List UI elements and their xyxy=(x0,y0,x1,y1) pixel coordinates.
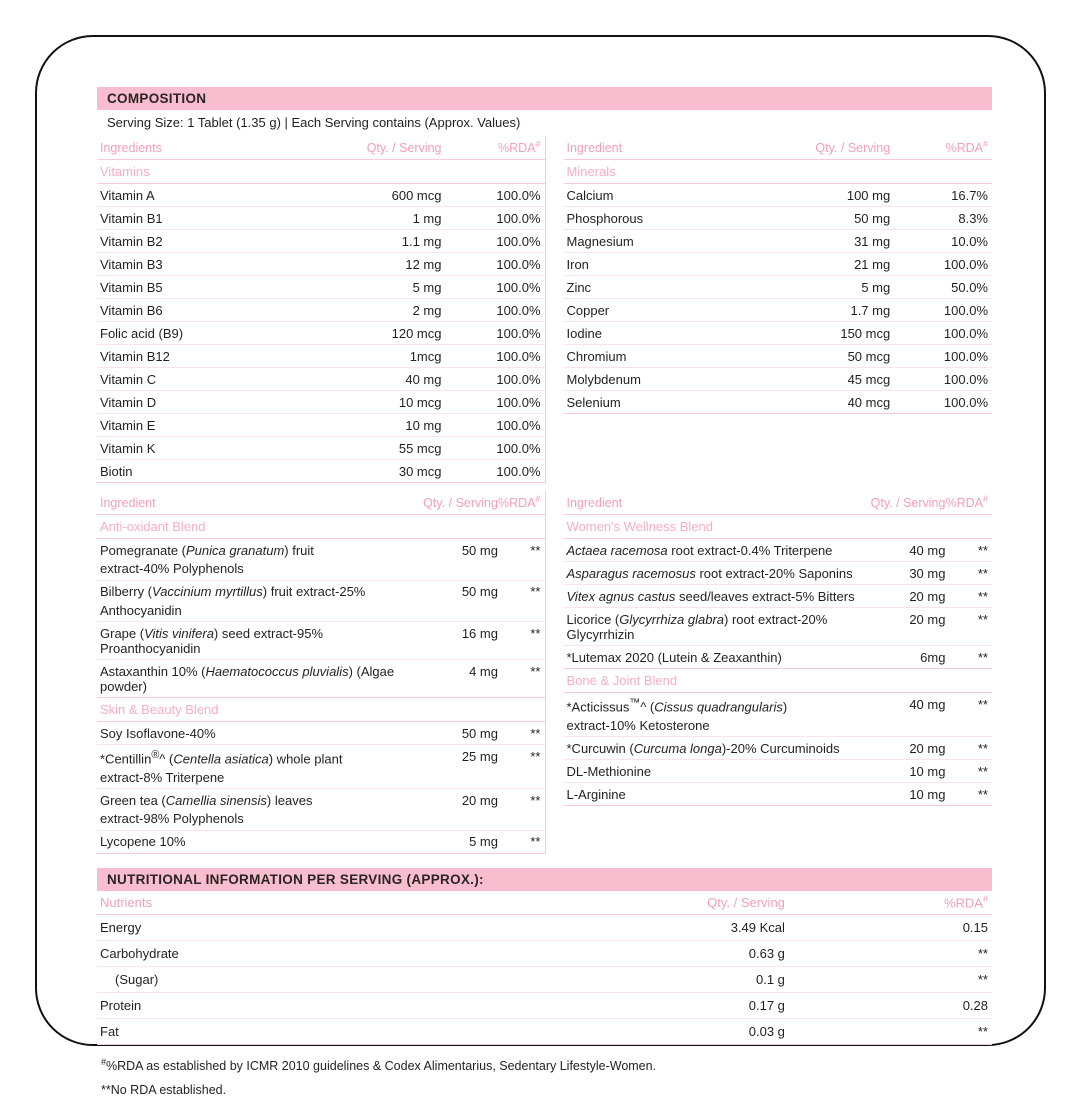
ingredient-name: Chromium xyxy=(564,345,732,368)
ingredient-qty: 20 mg xyxy=(871,585,946,608)
ingredient-name: Zinc xyxy=(564,276,732,299)
nutrient-rda: ** xyxy=(785,1018,992,1044)
ingredient-rda: 100.0% xyxy=(890,299,992,322)
ingredient-name: Vitamin E xyxy=(97,414,281,437)
ingredient-rda: ** xyxy=(530,584,541,600)
ingredient-name: Vitamin B12 xyxy=(97,345,281,368)
ingredient-qty: 600 mcg xyxy=(281,184,441,207)
ingredient-name: *Acticissus™^ (Cissus quadrangularis) xyxy=(566,696,788,715)
nutrient-name: (Sugar) xyxy=(97,966,450,992)
ingredient-rda: ** xyxy=(498,622,545,660)
ingredient-qty: 21 mg xyxy=(732,253,890,276)
ingredient-rda: 100.0% xyxy=(442,322,545,345)
nutrient-qty: 0.03 g xyxy=(450,1018,785,1044)
ingredient-name: Pomegranate (Punica granatum) fruit xyxy=(100,542,314,558)
table-row-continuation xyxy=(97,561,545,580)
ingredient-qty: 30 mcg xyxy=(281,460,441,483)
nutrient-name: Fat xyxy=(97,1018,450,1044)
ingredient-name: *Curcuwin (Curcuma longa)-20% Curcuminoids xyxy=(564,737,871,760)
group-bone xyxy=(564,669,993,693)
table-row xyxy=(564,207,993,230)
ingredient-rda: 100.0% xyxy=(442,414,545,437)
ingredient-name-cont: extract-98% Polyphenols xyxy=(97,811,423,830)
table-row xyxy=(564,585,993,608)
ingredient-qty: 50 mg xyxy=(461,542,498,558)
table-row xyxy=(97,660,545,698)
group-label-womens: Women's Wellness Blend xyxy=(564,515,993,539)
ingredient-rda: ** xyxy=(530,748,541,764)
ingredient-name: L-Arginine xyxy=(564,783,871,806)
ingredient-rda: ** xyxy=(945,562,992,585)
table-row xyxy=(97,966,992,992)
ingredient-rda: ** xyxy=(945,646,992,669)
table-row xyxy=(97,437,545,460)
ingredient-qty: 45 mcg xyxy=(732,368,890,391)
group-label-skin: Skin & Beauty Blend xyxy=(97,698,545,722)
table-row xyxy=(564,368,993,391)
ingredient-name: Green tea (Camellia sinensis) leaves xyxy=(100,792,313,808)
ingredient-name-cont: Anthocyanidin xyxy=(97,603,423,622)
table-row xyxy=(97,460,545,483)
col-header-rda: %RDA# xyxy=(442,136,545,160)
ingredient-rda: 100.0% xyxy=(442,368,545,391)
ingredient-rda: 100.0% xyxy=(442,345,545,368)
serving-size-text: Serving Size: 1 Tablet (1.35 g) | Each Serving contains (Approx. Values) xyxy=(107,115,521,130)
ingredient-qty: 5 mg xyxy=(423,830,498,853)
ingredient-qty: 10 mcg xyxy=(281,391,441,414)
ingredient-qty: 20 mg xyxy=(461,792,498,808)
group-womens xyxy=(564,515,993,539)
ingredient-qty: 120 mcg xyxy=(281,322,441,345)
col-header-ingredient: Ingredient xyxy=(97,491,423,515)
vitamins-table xyxy=(97,136,545,483)
antioxidant-table xyxy=(97,491,545,853)
vitamins-header-row xyxy=(97,136,545,160)
nutrient-rda: ** xyxy=(785,940,992,966)
col-header-qty: Qty. / Serving xyxy=(871,491,946,515)
ingredient-rda: ** xyxy=(945,608,992,646)
ingredient-qty: 1.7 mg xyxy=(732,299,890,322)
ingredient-qty: 2 mg xyxy=(281,299,441,322)
ingredient-name: DL-Methionine xyxy=(564,760,871,783)
ingredient-qty: 16 mg xyxy=(423,622,498,660)
ingredient-rda: 100.0% xyxy=(442,460,545,483)
table-row xyxy=(97,299,545,322)
nutrient-rda: 0.15 xyxy=(785,914,992,940)
ingredient-qty: 5 mg xyxy=(281,276,441,299)
minerals-table xyxy=(564,136,993,414)
table-row xyxy=(97,722,545,745)
table-row xyxy=(564,230,993,253)
ingredient-rda: 100.0% xyxy=(442,299,545,322)
ingredient-qty: 50 mg xyxy=(423,722,498,745)
ingredient-name: Calcium xyxy=(564,184,732,207)
table-row xyxy=(564,693,993,718)
col-header-qty: Qty. / Serving xyxy=(281,136,441,160)
table-row xyxy=(97,253,545,276)
table-row xyxy=(97,914,992,940)
ingredient-name: Selenium xyxy=(564,391,732,414)
footnote-no-rda: **No RDA established. xyxy=(101,1083,227,1097)
ingredient-rda: ** xyxy=(498,660,545,698)
womens-header-row xyxy=(564,491,993,515)
ingredient-qty: 4 mg xyxy=(423,660,498,698)
ingredient-qty: 12 mg xyxy=(281,253,441,276)
table-row-continuation xyxy=(97,811,545,830)
ingredient-rda: 10.0% xyxy=(890,230,992,253)
ingredient-qty: 40 mg xyxy=(909,696,946,712)
table-row xyxy=(97,322,545,345)
table-row xyxy=(564,184,993,207)
right-blends-column xyxy=(545,491,993,853)
ingredient-rda: ** xyxy=(945,737,992,760)
nutrient-name: Carbohydrate xyxy=(97,940,450,966)
label-card xyxy=(35,35,1046,1097)
ingredient-qty: 50 mcg xyxy=(732,345,890,368)
ingredient-qty: 25 mg xyxy=(461,748,498,764)
nutrient-qty: 0.1 g xyxy=(450,966,785,992)
table-row xyxy=(97,992,992,1018)
nutrient-name: Protein xyxy=(97,992,450,1018)
ingredient-rda: 100.0% xyxy=(442,437,545,460)
footnote-rda: #%RDA as established by ICMR 2010 guidelines & Codex Alimentarius, Sedentary Lifestyle-Women. xyxy=(101,1056,657,1074)
table-row xyxy=(564,539,993,562)
table-row-continuation xyxy=(564,718,993,737)
left-blends-column xyxy=(97,491,545,853)
ingredient-name: Vitex agnus castus seed/leaves extract-5% Bitters xyxy=(564,585,871,608)
table-row xyxy=(564,608,993,646)
ingredient-rda: 8.3% xyxy=(890,207,992,230)
ingredient-name: Copper xyxy=(564,299,732,322)
nutrient-rda: 0.28 xyxy=(785,992,992,1018)
group-antioxidant xyxy=(97,515,545,539)
col-header-rda: %RDA# xyxy=(945,491,992,515)
ingredient-qty: 31 mg xyxy=(732,230,890,253)
ingredient-qty: 40 mg xyxy=(281,368,441,391)
nutrient-qty: 0.17 g xyxy=(450,992,785,1018)
ingredient-name: Molybdenum xyxy=(564,368,732,391)
ingredient-name: Astaxanthin 10% (Haematococcus pluvialis) (Algae powder) xyxy=(97,660,423,698)
ingredient-qty: 1 mg xyxy=(281,207,441,230)
table-row xyxy=(97,230,545,253)
nutrient-qty: 3.49 Kcal xyxy=(450,914,785,940)
ingredient-name: Vitamin B5 xyxy=(97,276,281,299)
ingredient-name: Iron xyxy=(564,253,732,276)
ingredient-qty: 55 mcg xyxy=(281,437,441,460)
ingredient-name: Vitamin B6 xyxy=(97,299,281,322)
table-row xyxy=(564,276,993,299)
table-row xyxy=(564,562,993,585)
ingredient-rda: 100.0% xyxy=(442,391,545,414)
ingredient-rda: 100.0% xyxy=(890,368,992,391)
vitamins-column xyxy=(97,136,545,483)
group-label-minerals: Minerals xyxy=(564,160,993,184)
group-label-bone: Bone & Joint Blend xyxy=(564,669,993,693)
ingredient-name: Licorice (Glycyrrhiza glabra) root extract-20% Glycyrrhizin xyxy=(564,608,871,646)
nutrition-header-row xyxy=(97,891,992,915)
composition-title: COMPOSITION xyxy=(97,87,992,110)
minerals-header-row xyxy=(564,136,993,160)
ingredient-name: Biotin xyxy=(97,460,281,483)
ingredient-qty: 100 mg xyxy=(732,184,890,207)
ingredient-rda: ** xyxy=(945,539,992,562)
nutrient-qty: 0.63 g xyxy=(450,940,785,966)
group-skin xyxy=(97,698,545,722)
col-header-ingredient: Ingredient xyxy=(564,136,732,160)
group-vitamins xyxy=(97,160,545,184)
ingredient-qty: 1.1 mg xyxy=(281,230,441,253)
ingredient-qty: 1mcg xyxy=(281,345,441,368)
table-row xyxy=(97,940,992,966)
nutrient-name: Energy xyxy=(97,914,450,940)
ingredient-rda: 100.0% xyxy=(890,322,992,345)
ingredient-rda: 100.0% xyxy=(442,230,545,253)
ingredient-name: Phosphorous xyxy=(564,207,732,230)
table-row xyxy=(97,745,545,770)
col-header-nutrients: Nutrients xyxy=(97,891,450,915)
table-row xyxy=(97,368,545,391)
group-label-vitamins: Vitamins xyxy=(97,160,545,184)
ingredient-name: Vitamin C xyxy=(97,368,281,391)
ingredient-qty: 30 mg xyxy=(871,562,946,585)
ingredient-name: Folic acid (B9) xyxy=(97,322,281,345)
table-row xyxy=(97,345,545,368)
col-header-ingredient: Ingredient xyxy=(564,491,871,515)
table-row xyxy=(97,414,545,437)
ingredient-name: Vitamin K xyxy=(97,437,281,460)
table-row xyxy=(564,322,993,345)
ingredient-qty: 10 mg xyxy=(281,414,441,437)
ingredient-name-cont: extract-40% Polyphenols xyxy=(97,561,423,580)
ingredient-name: Bilberry (Vaccinium myrtillus) fruit extract-25% xyxy=(100,584,366,600)
ingredient-rda: ** xyxy=(945,783,992,806)
ingredient-rda: ** xyxy=(530,792,541,808)
ingredient-rda: 50.0% xyxy=(890,276,992,299)
label-content xyxy=(97,87,992,1097)
ingredient-rda: ** xyxy=(498,830,545,853)
table-row xyxy=(564,783,993,806)
ingredient-name: *Lutemax 2020 (Lutein & Zeaxanthin) xyxy=(564,646,871,669)
ingredient-name: Vitamin A xyxy=(97,184,281,207)
table-row xyxy=(97,789,545,812)
table-row xyxy=(97,184,545,207)
table-row xyxy=(97,207,545,230)
nutrient-rda: ** xyxy=(785,966,992,992)
ingredient-rda: 100.0% xyxy=(890,253,992,276)
group-minerals xyxy=(564,160,993,184)
ingredient-rda: 100.0% xyxy=(442,184,545,207)
minerals-column xyxy=(545,136,993,483)
group-label-antioxidant: Anti-oxidant Blend xyxy=(97,515,545,539)
table-row xyxy=(564,391,993,414)
ingredient-rda: ** xyxy=(977,696,988,712)
ingredient-name-cont: extract-8% Triterpene xyxy=(97,770,423,789)
col-header-qty: Qty. / Serving xyxy=(732,136,890,160)
ingredient-rda: ** xyxy=(498,722,545,745)
ingredient-rda: 16.7% xyxy=(890,184,992,207)
col-header-rda: %RDA# xyxy=(785,891,992,915)
table-row xyxy=(564,345,993,368)
ingredient-name: Vitamin B1 xyxy=(97,207,281,230)
ingredient-qty: 150 mcg xyxy=(732,322,890,345)
ingredient-qty: 6mg xyxy=(871,646,946,669)
ingredient-name: Asparagus racemosus root extract-20% Saponins xyxy=(564,562,871,585)
ingredient-qty: 10 mg xyxy=(871,760,946,783)
ingredient-qty: 40 mcg xyxy=(732,391,890,414)
blends-section xyxy=(97,491,992,853)
table-row-continuation xyxy=(97,770,545,789)
ingredient-name: Vitamin B3 xyxy=(97,253,281,276)
table-row xyxy=(97,830,545,853)
ingredient-name: Magnesium xyxy=(564,230,732,253)
ingredient-rda: ** xyxy=(530,542,541,558)
antioxidant-header-row xyxy=(97,491,545,515)
table-row xyxy=(564,299,993,322)
vitamins-minerals-section xyxy=(97,136,992,483)
col-header-qty: Qty. / Serving xyxy=(450,891,785,915)
table-row-continuation xyxy=(97,603,545,622)
ingredient-name: Lycopene 10% xyxy=(97,830,423,853)
ingredient-rda: ** xyxy=(945,760,992,783)
ingredient-name: Iodine xyxy=(564,322,732,345)
ingredient-qty: 50 mg xyxy=(732,207,890,230)
ingredient-name: Vitamin D xyxy=(97,391,281,414)
ingredient-name-cont: extract-10% Ketosterone xyxy=(564,718,871,737)
ingredient-name: Soy Isoflavone-40% xyxy=(97,722,423,745)
table-row xyxy=(97,580,545,603)
table-row xyxy=(564,760,993,783)
table-row xyxy=(564,253,993,276)
womens-table xyxy=(564,491,993,806)
table-row xyxy=(97,391,545,414)
col-header-qty: Qty. / Serving xyxy=(423,491,498,515)
table-row xyxy=(97,622,545,660)
nutrition-title: NUTRITIONAL INFORMATION PER SERVING (APPROX.): xyxy=(97,868,992,891)
ingredient-name: Grape (Vitis vinifera) seed extract-95% Proanthocyanidin xyxy=(97,622,423,660)
ingredient-qty: 50 mg xyxy=(461,584,498,600)
ingredient-qty: 40 mg xyxy=(871,539,946,562)
ingredient-name: *Centillin®^ (Centella asiatica) whole plant xyxy=(100,748,343,767)
table-row xyxy=(97,1018,992,1044)
ingredient-rda: 100.0% xyxy=(442,207,545,230)
table-row xyxy=(97,276,545,299)
ingredient-qty: 20 mg xyxy=(871,737,946,760)
table-row xyxy=(97,539,545,562)
ingredient-rda: 100.0% xyxy=(442,276,545,299)
ingredient-qty: 5 mg xyxy=(732,276,890,299)
ingredient-rda: 100.0% xyxy=(442,253,545,276)
nutrition-table xyxy=(97,891,992,1045)
table-row xyxy=(564,646,993,669)
ingredient-rda: 100.0% xyxy=(890,345,992,368)
ingredient-name: Actaea racemosa root extract-0.4% Triterpene xyxy=(564,539,871,562)
ingredient-qty: 10 mg xyxy=(871,783,946,806)
table-row xyxy=(564,737,993,760)
ingredient-rda: ** xyxy=(945,585,992,608)
col-header-rda: %RDA# xyxy=(890,136,992,160)
ingredient-qty: 20 mg xyxy=(871,608,946,646)
col-header-rda: %RDA# xyxy=(498,491,545,515)
ingredient-name: Vitamin B2 xyxy=(97,230,281,253)
col-header-ingredients: Ingredients xyxy=(97,136,281,160)
ingredient-rda: 100.0% xyxy=(890,391,992,414)
